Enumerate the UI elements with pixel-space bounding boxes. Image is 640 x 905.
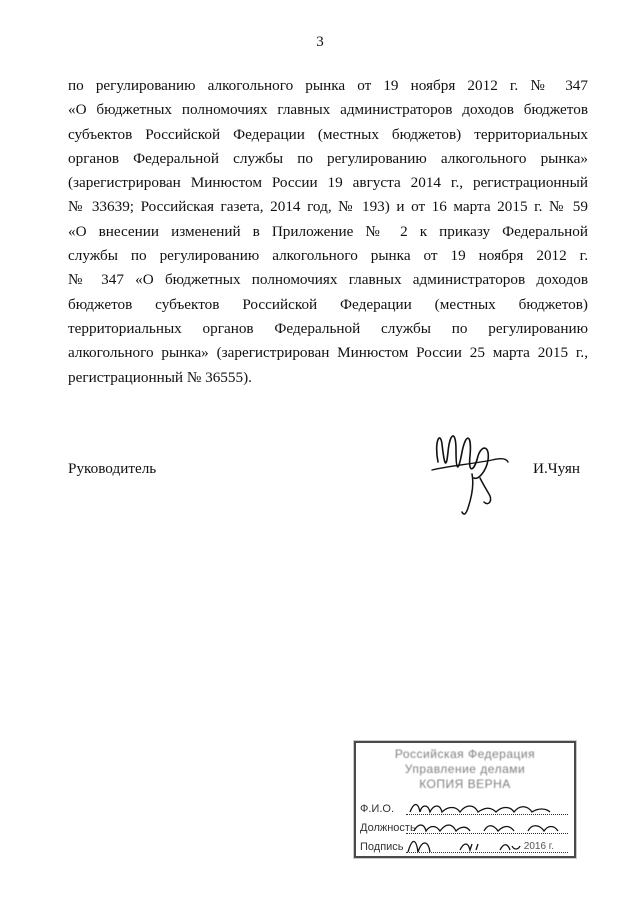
body-line: «О бюджетных полномочиях главных администраторов доходов бюджетов [68,101,588,119]
stamp-position-row [360,817,568,837]
stamp-header [354,747,576,792]
handwritten-fio [400,798,570,818]
body-line: по регулированию алкогольного рынка от 19 ноября 2012 г. № 347 [68,77,588,94]
stamp-fio-label: Ф.И.О. [360,803,394,815]
body-line: № 33639; Российская газета, 2014 год, № 193) и от 16 марта 2015 г. № 59 [68,198,588,216]
body-line: (зарегистрирован Минюстом России 19 августа 2014 г., регистрационный [68,174,588,192]
stamp-date-row [360,836,568,856]
stamp-header-line: КОПИЯ ВЕРНА [419,777,511,791]
handwritten-signature [428,422,514,518]
stamp-date-label: Подпись [360,841,404,853]
body-line: бюджетов субъектов Российской Федерации (местных бюджетов) [68,295,588,313]
body-line: «О внесении изменений в Приложение № 2 к приказу Федеральной [68,222,588,240]
certification-stamp [354,741,576,858]
body-line: территориальных органов Федеральной службы по регулированию [68,319,588,337]
body-line: регистрационный № 36555). [68,368,252,386]
stamp-header-line: Управление делами [404,762,526,776]
body-line: субъектов Российской Федерации (местных бюджетов) территориальных [68,125,588,143]
stamp-header-line: Российская Федерация [394,747,536,761]
stamp-position-label: Должность [360,822,416,834]
page-number: 3 [316,34,324,50]
stamp-year: 2016 г. [523,841,554,852]
body-line: службы по регулированию алкогольного рынка от 19 ноября 2012 г. [68,247,588,265]
signatory-name: И.Чуян [533,460,580,477]
signatory-title: Руководитель [68,460,157,477]
body-line: № 347 «О бюджетных полномочиях главных администраторов доходов [68,271,588,289]
body-paragraph [68,74,588,390]
stamp-fio-row [360,798,568,818]
handwritten-position [400,817,570,837]
body-line: органов Федеральной службы по регулированию алкогольного рынка» [68,149,588,167]
body-line: алкогольного рынка» (зарегистрирован Минюстом России 25 марта 2015 г., [68,344,588,362]
